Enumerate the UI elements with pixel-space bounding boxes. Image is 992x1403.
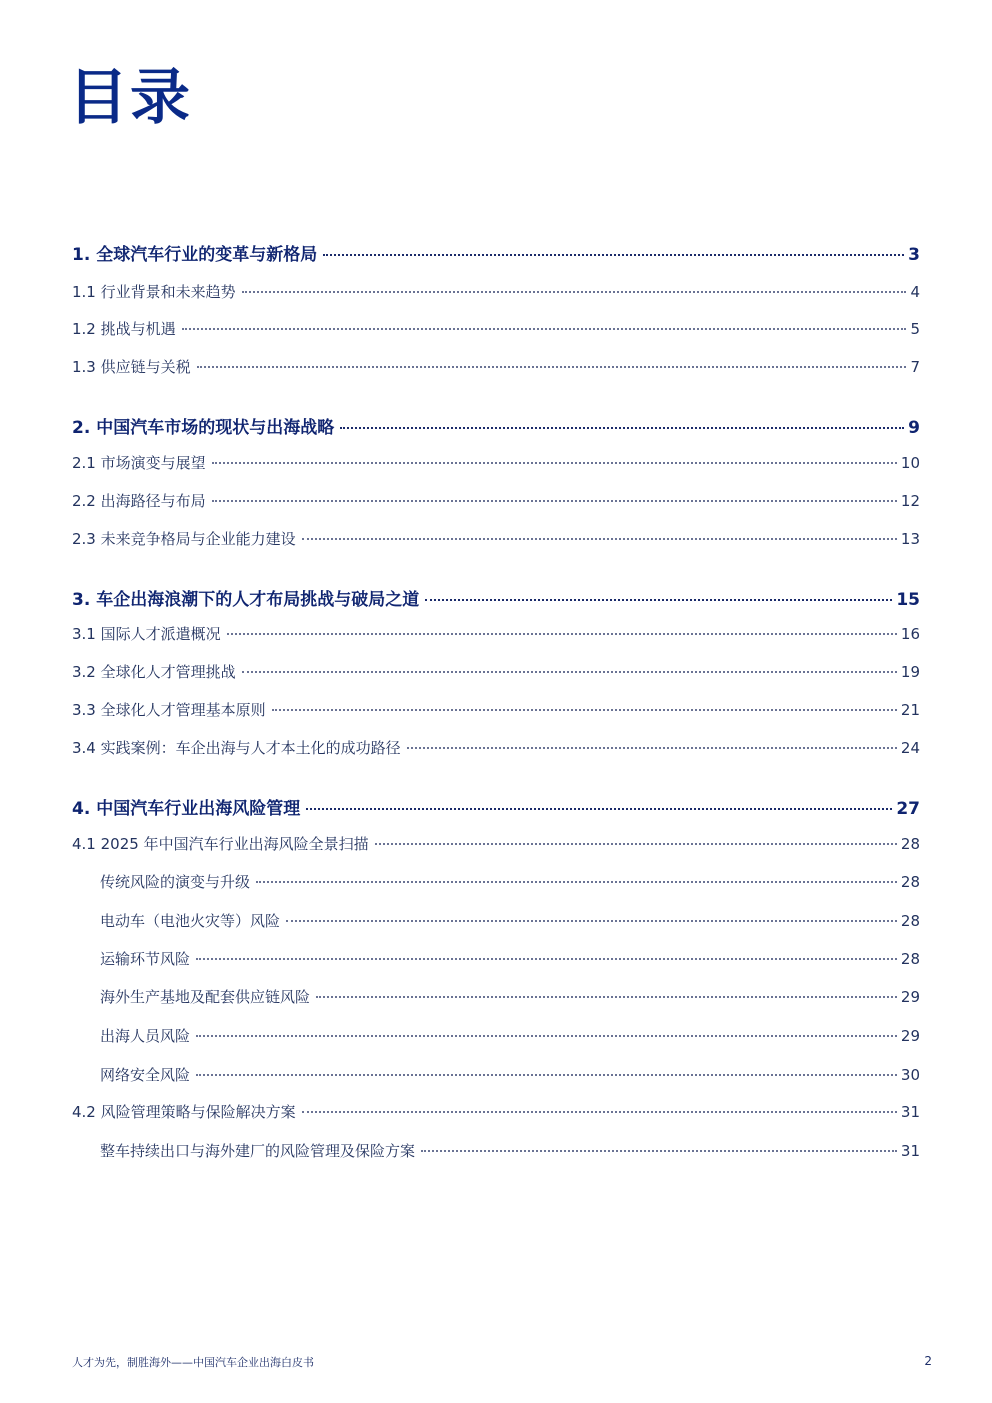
footer-text: 人才为先，制胜海外——中国汽车企业出海白皮书: [72, 1356, 314, 1369]
toc-entry-page: 27: [896, 799, 920, 819]
toc-entry-page: 10: [900, 454, 920, 472]
toc-entry-label: 3.2 全球化人才管理挑战: [72, 663, 236, 681]
toc-entry-page: 31: [900, 1103, 920, 1121]
toc-leader-dots: [272, 709, 897, 711]
toc-leader-dots: [196, 1035, 897, 1037]
toc-entry-label: 电动车（电池火灾等）风险: [100, 912, 281, 930]
toc-leader-dots: [425, 599, 892, 601]
toc-leader-dots: [421, 1150, 897, 1152]
toc-leader-dots: [182, 328, 907, 330]
toc-leader-dots: [286, 920, 897, 922]
toc-entry[interactable]: [72, 1025, 920, 1046]
toc-leader-dots: [212, 462, 897, 464]
toc-entry[interactable]: [72, 661, 920, 682]
toc-leader-dots: [316, 996, 897, 998]
toc-entry-label: 2.3 未来竞争格局与企业能力建设: [72, 530, 296, 548]
toc-entry[interactable]: [72, 452, 920, 473]
toc-leader-dots: [242, 291, 907, 293]
toc-entry-page: 7: [910, 358, 920, 376]
toc-leader-dots: [306, 808, 892, 810]
toc-entry-label: 海外生产基地及配套供应链风险: [100, 988, 311, 1006]
toc-entry-page: 4: [910, 283, 920, 301]
toc-entry[interactable]: [72, 910, 920, 931]
toc-entry[interactable]: [72, 794, 920, 819]
toc-leader-dots: [302, 538, 897, 540]
toc-entry-label: 1.3 供应链与关税: [72, 358, 191, 376]
toc-leader-dots: [212, 500, 897, 502]
toc-entry-page: 15: [896, 590, 920, 610]
toc-entry-page: 16: [900, 625, 920, 643]
toc-entry-label: 1.2 挑战与机遇: [72, 320, 176, 338]
toc-entry[interactable]: [72, 623, 920, 644]
toc-entry-page: 30: [900, 1066, 920, 1084]
toc-entry-page: 5: [910, 320, 920, 338]
toc-entry[interactable]: [72, 1140, 920, 1161]
toc-entry[interactable]: [72, 281, 920, 302]
toc-leader-dots: [242, 671, 897, 673]
toc-entry[interactable]: [72, 699, 920, 720]
toc-entry-label: 2.1 市场演变与展望: [72, 454, 206, 472]
toc-entry-label: 运输环节风险: [100, 950, 191, 968]
toc-entry-label: 出海人员风险: [100, 1027, 191, 1045]
toc-entry-label: 3.1 国际人才派遣概况: [72, 625, 221, 643]
toc-entry[interactable]: [72, 948, 920, 969]
toc-entry-page: 9: [908, 418, 920, 438]
toc-entry[interactable]: [72, 356, 920, 377]
toc-entry[interactable]: [72, 490, 920, 511]
toc-entry-page: 12: [900, 492, 920, 510]
toc-entry-page: 28: [900, 912, 920, 930]
toc-leader-dots: [256, 881, 897, 883]
toc-entry[interactable]: [72, 528, 920, 549]
toc-entry-label: 3. 车企出海浪潮下的人才布局挑战与破局之道: [72, 590, 420, 610]
toc-entry-page: 19: [900, 663, 920, 681]
toc-entry-page: 28: [900, 835, 920, 853]
toc-entry-page: 24: [900, 739, 920, 757]
toc-entry-label: 3.4 实践案例：车企出海与人才本土化的成功路径: [72, 739, 401, 757]
toc-leader-dots: [340, 427, 904, 429]
toc-entry[interactable]: [72, 585, 920, 610]
toc-entry-label: 4.1 2025 年中国汽车行业出海风险全景扫描: [72, 835, 369, 853]
toc-entry-label: 3.3 全球化人才管理基本原则: [72, 701, 266, 719]
toc-entry[interactable]: [72, 1064, 920, 1085]
toc-leader-dots: [227, 633, 897, 635]
toc-leader-dots: [196, 958, 897, 960]
toc-entry-label: 传统风险的演变与升级: [100, 873, 251, 891]
toc-entry-page: 29: [900, 988, 920, 1006]
toc-entry-label: 整车持续出口与海外建厂的风险管理及保险方案: [100, 1142, 416, 1160]
toc-leader-dots: [197, 366, 907, 368]
toc-entry-page: 31: [900, 1142, 920, 1160]
toc-entry-label: 1.1 行业背景和未来趋势: [72, 283, 236, 301]
toc-leader-dots: [302, 1111, 897, 1113]
toc-entry[interactable]: [72, 413, 920, 438]
toc-entry[interactable]: [72, 240, 920, 265]
toc-entry-label: 1. 全球汽车行业的变革与新格局: [72, 245, 318, 265]
toc-entry[interactable]: [72, 1101, 920, 1122]
toc-leader-dots: [323, 254, 904, 256]
toc-entry-page: 29: [900, 1027, 920, 1045]
toc-leader-dots: [375, 843, 897, 845]
footer-page-number: 2: [924, 1354, 932, 1368]
toc-entry-label: 2. 中国汽车市场的现状与出海战略: [72, 418, 335, 438]
toc-entry[interactable]: [72, 318, 920, 339]
toc-entry-label: 4.2 风险管理策略与保险解决方案: [72, 1103, 296, 1121]
toc-entry-page: 13: [900, 530, 920, 548]
page-title: 目录: [68, 63, 192, 133]
toc-entry[interactable]: [72, 986, 920, 1007]
toc-entry[interactable]: [72, 871, 920, 892]
toc-entry-page: 21: [900, 701, 920, 719]
toc-entry-page: 28: [900, 950, 920, 968]
toc-entry-label: 2.2 出海路径与布局: [72, 492, 206, 510]
toc-entry[interactable]: [72, 737, 920, 758]
toc-entry-label: 4. 中国汽车行业出海风险管理: [72, 799, 301, 819]
toc-leader-dots: [407, 747, 897, 749]
toc-entry-page: 3: [908, 245, 920, 265]
toc-leader-dots: [196, 1074, 897, 1076]
toc-entry-page: 28: [900, 873, 920, 891]
toc-entry[interactable]: [72, 833, 920, 854]
toc-entry-label: 网络安全风险: [100, 1066, 191, 1084]
